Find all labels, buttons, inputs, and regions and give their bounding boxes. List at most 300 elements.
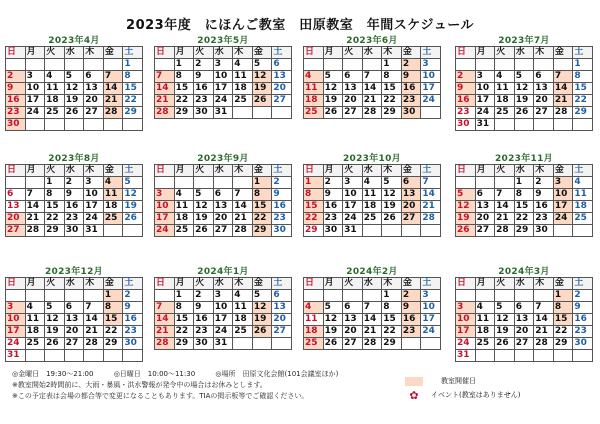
page-title: 2023年度 にほんご教室 田原教室 年間スケジュール (126, 18, 474, 33)
day-cell: 24 (155, 225, 175, 237)
day-cell: 19 (495, 326, 515, 338)
day-cell: 24 (421, 95, 441, 107)
day-cell: 25 (233, 326, 253, 338)
weekday-label: 火 (45, 278, 65, 290)
empty-cell (421, 225, 441, 237)
week-row (456, 95, 593, 107)
day-cell: 31 (84, 225, 104, 237)
weekday-label: 火 (495, 165, 515, 177)
empty-cell (456, 177, 476, 189)
empty-cell (252, 107, 272, 119)
weekday-header (304, 47, 441, 59)
day-cell: 6 (6, 189, 26, 201)
day-cell: 31 (6, 350, 26, 362)
day-cell: 30 (456, 119, 476, 131)
day-cell: 3 (343, 177, 363, 189)
day-cell: 13 (213, 201, 233, 213)
day-cell: 13 (6, 201, 26, 213)
day-cell: 16 (323, 201, 343, 213)
day-cell: 28 (362, 338, 382, 350)
day-cell: 1 (174, 290, 194, 302)
day-cell: 13 (514, 314, 534, 326)
day-cell: 10 (6, 314, 26, 326)
day-cell: 18 (233, 314, 253, 326)
weekday-header (456, 47, 593, 59)
day-cell: 28 (155, 338, 175, 350)
day-cell: 16 (401, 314, 421, 326)
weekday-label: 火 (45, 47, 65, 59)
day-cell: 28 (553, 107, 573, 119)
month-label: 2023年7月 (498, 36, 550, 46)
weekday-header (304, 278, 441, 290)
day-cell: 25 (362, 213, 382, 225)
weekday-label: 金 (103, 278, 123, 290)
empty-cell (123, 350, 143, 362)
empty-cell (194, 177, 214, 189)
day-cell: 11 (233, 302, 253, 314)
day-cell: 11 (475, 314, 495, 326)
day-cell: 20 (84, 95, 104, 107)
day-cell: 7 (495, 189, 515, 201)
empty-cell (45, 119, 65, 131)
week-row (456, 225, 593, 237)
day-cell: 23 (272, 213, 292, 225)
day-cell: 16 (194, 314, 214, 326)
month-table (154, 277, 292, 350)
day-cell: 11 (174, 201, 194, 213)
day-cell: 26 (382, 213, 402, 225)
day-cell: 31 (456, 350, 476, 362)
day-cell: 27 (343, 107, 363, 119)
week-row (155, 213, 292, 225)
week-row (6, 177, 143, 189)
day-cell: 15 (174, 83, 194, 95)
day-cell: 25 (25, 338, 45, 350)
day-cell: 28 (421, 213, 441, 225)
day-cell: 12 (456, 201, 476, 213)
week-row (155, 189, 292, 201)
weekday-label: 木 (534, 47, 554, 59)
day-cell: 11 (45, 83, 65, 95)
weekday-label: 木 (382, 165, 402, 177)
weekday-label: 月 (323, 165, 343, 177)
empty-cell (6, 177, 26, 189)
day-cell: 23 (323, 213, 343, 225)
day-cell: 5 (252, 290, 272, 302)
day-cell: 9 (456, 83, 476, 95)
day-cell: 8 (304, 189, 324, 201)
week-row (456, 107, 593, 119)
weekday-header (456, 278, 593, 290)
empty-cell (123, 119, 143, 131)
weekday-label: 日 (6, 165, 26, 177)
day-cell: 26 (252, 95, 272, 107)
week-row (304, 302, 441, 314)
empty-cell (573, 350, 593, 362)
day-cell: 10 (213, 302, 233, 314)
empty-cell (553, 59, 573, 71)
day-cell: 17 (553, 201, 573, 213)
week-row (456, 326, 593, 338)
day-cell: 30 (123, 338, 143, 350)
day-cell: 29 (123, 107, 143, 119)
month-calendar (5, 154, 143, 237)
week-row (155, 95, 292, 107)
day-cell: 24 (456, 338, 476, 350)
week-row (304, 71, 441, 83)
empty-cell (174, 177, 194, 189)
month-table (5, 46, 143, 131)
day-cell: 3 (421, 59, 441, 71)
month-label: 2023年5月 (197, 36, 249, 46)
day-cell: 20 (401, 201, 421, 213)
empty-cell (45, 350, 65, 362)
empty-cell (25, 350, 45, 362)
day-cell: 18 (233, 83, 253, 95)
day-cell: 17 (421, 83, 441, 95)
day-cell: 30 (194, 107, 214, 119)
empty-cell (456, 290, 476, 302)
day-cell: 4 (304, 302, 324, 314)
day-cell: 5 (514, 71, 534, 83)
day-cell: 22 (174, 326, 194, 338)
day-cell: 4 (362, 177, 382, 189)
day-cell: 20 (475, 213, 495, 225)
day-cell: 25 (495, 107, 515, 119)
day-cell: 27 (6, 225, 26, 237)
day-cell: 15 (573, 83, 593, 95)
day-cell: 2 (194, 59, 214, 71)
day-cell: 11 (573, 189, 593, 201)
legend (405, 374, 520, 402)
weekday-label: 金 (252, 278, 272, 290)
day-cell: 6 (343, 71, 363, 83)
weekday-label: 日 (6, 278, 26, 290)
weekday-label: 土 (123, 47, 143, 59)
day-cell: 12 (514, 83, 534, 95)
day-cell: 5 (123, 177, 143, 189)
day-cell: 20 (534, 95, 554, 107)
day-cell: 2 (64, 177, 84, 189)
day-cell: 4 (573, 177, 593, 189)
day-cell: 11 (362, 189, 382, 201)
day-cell: 1 (174, 59, 194, 71)
weekday-header (456, 165, 593, 177)
day-cell: 5 (45, 302, 65, 314)
day-cell: 17 (343, 201, 363, 213)
weekday-label: 土 (123, 278, 143, 290)
day-cell: 8 (45, 189, 65, 201)
day-cell: 27 (514, 338, 534, 350)
day-cell: 7 (103, 71, 123, 83)
day-cell: 30 (534, 225, 554, 237)
day-cell: 5 (495, 302, 515, 314)
day-cell: 18 (304, 95, 324, 107)
day-cell: 28 (534, 338, 554, 350)
empty-cell (362, 290, 382, 302)
empty-cell (64, 290, 84, 302)
day-cell: 26 (495, 338, 515, 350)
weekday-label: 木 (84, 47, 104, 59)
day-cell: 16 (194, 83, 214, 95)
day-cell: 24 (553, 213, 573, 225)
week-row (304, 225, 441, 237)
day-cell: 30 (323, 225, 343, 237)
day-cell: 21 (421, 201, 441, 213)
day-cell: 21 (103, 95, 123, 107)
legend-event-label: イベント(教室はありません) (431, 390, 521, 399)
weekday-label: 日 (456, 47, 476, 59)
friday-time: ◎金曜日 19:30～21:00 (12, 370, 94, 378)
day-cell: 7 (534, 302, 554, 314)
empty-cell (45, 59, 65, 71)
day-cell: 19 (323, 95, 343, 107)
day-cell: 12 (323, 83, 343, 95)
day-cell: 12 (252, 302, 272, 314)
empty-cell (514, 350, 534, 362)
day-cell: 7 (421, 177, 441, 189)
weather-note: ※教室開始2時間前に、大雨・暴風・洪水警報が発令中の場合はお休みとします。 (12, 381, 267, 389)
day-cell: 10 (25, 83, 45, 95)
day-cell: 23 (6, 107, 26, 119)
day-cell: 4 (174, 189, 194, 201)
weekday-label: 日 (155, 165, 175, 177)
day-cell: 20 (213, 213, 233, 225)
week-row (304, 314, 441, 326)
day-cell: 16 (64, 201, 84, 213)
week-row (155, 59, 292, 71)
day-cell: 8 (382, 302, 402, 314)
empty-cell (401, 225, 421, 237)
day-cell: 21 (84, 326, 104, 338)
week-row (155, 83, 292, 95)
day-cell: 2 (123, 290, 143, 302)
day-cell: 28 (155, 107, 175, 119)
day-cell: 18 (362, 201, 382, 213)
day-cell: 6 (514, 302, 534, 314)
day-cell: 30 (6, 119, 26, 131)
day-cell: 14 (495, 201, 515, 213)
day-cell: 12 (382, 189, 402, 201)
week-row (304, 59, 441, 71)
day-cell: 16 (401, 83, 421, 95)
day-cell: 23 (123, 326, 143, 338)
day-cell: 30 (64, 225, 84, 237)
empty-cell (475, 350, 495, 362)
day-cell: 11 (103, 189, 123, 201)
week-row (155, 201, 292, 213)
day-cell: 14 (155, 83, 175, 95)
empty-cell (534, 119, 554, 131)
day-cell: 14 (25, 201, 45, 213)
day-cell: 19 (456, 213, 476, 225)
day-cell: 8 (103, 302, 123, 314)
day-cell: 14 (103, 83, 123, 95)
month-label: 2023年11月 (495, 154, 553, 164)
weekday-label: 金 (252, 47, 272, 59)
day-cell: 8 (252, 189, 272, 201)
empty-cell (495, 177, 515, 189)
week-row (304, 201, 441, 213)
empty-cell (573, 119, 593, 131)
day-cell: 23 (534, 213, 554, 225)
day-cell: 18 (25, 326, 45, 338)
weekday-label: 火 (194, 47, 214, 59)
weekday-header (155, 47, 292, 59)
weekday-label: 土 (421, 47, 441, 59)
month-calendar (154, 154, 292, 237)
week-row (6, 225, 143, 237)
month-label: 2023年10月 (343, 154, 401, 164)
week-row (155, 326, 292, 338)
day-cell: 24 (84, 213, 104, 225)
day-cell: 13 (272, 302, 292, 314)
day-cell: 29 (304, 225, 324, 237)
month-table (303, 46, 441, 119)
day-cell: 29 (382, 107, 402, 119)
empty-cell (103, 119, 123, 131)
weekday-label: 火 (194, 278, 214, 290)
empty-cell (103, 59, 123, 71)
week-row (456, 71, 593, 83)
weekday-label: 金 (103, 47, 123, 59)
day-cell: 22 (514, 213, 534, 225)
day-cell: 28 (233, 225, 253, 237)
day-cell: 10 (421, 71, 441, 83)
day-cell: 3 (213, 290, 233, 302)
schedule-times (12, 369, 356, 380)
day-cell: 25 (304, 338, 324, 350)
empty-cell (534, 59, 554, 71)
day-cell: 28 (495, 225, 515, 237)
day-cell: 13 (272, 71, 292, 83)
week-row (304, 83, 441, 95)
weekday-label: 土 (421, 278, 441, 290)
weekday-header (155, 278, 292, 290)
week-row (304, 177, 441, 189)
day-cell: 17 (475, 95, 495, 107)
day-cell: 22 (304, 213, 324, 225)
week-row (155, 225, 292, 237)
day-cell: 15 (252, 201, 272, 213)
day-cell: 14 (233, 201, 253, 213)
empty-cell (475, 290, 495, 302)
month-table (5, 277, 143, 362)
empty-cell (103, 350, 123, 362)
day-cell: 12 (64, 83, 84, 95)
week-row (456, 338, 593, 350)
day-cell: 7 (233, 189, 253, 201)
day-cell: 10 (475, 83, 495, 95)
week-row (6, 71, 143, 83)
weekday-label: 火 (343, 165, 363, 177)
weekday-label: 月 (323, 278, 343, 290)
week-row (456, 59, 593, 71)
empty-cell (495, 119, 515, 131)
day-cell: 26 (123, 213, 143, 225)
empty-cell (45, 290, 65, 302)
day-cell: 4 (495, 71, 515, 83)
month-label: 2024年3月 (498, 267, 550, 277)
month-calendar (5, 267, 143, 362)
day-cell: 16 (573, 314, 593, 326)
day-cell: 6 (84, 71, 104, 83)
month-table (154, 164, 292, 237)
day-cell: 18 (573, 201, 593, 213)
weekday-label: 月 (475, 278, 495, 290)
day-cell: 26 (64, 107, 84, 119)
day-cell: 23 (456, 107, 476, 119)
day-cell: 1 (252, 177, 272, 189)
day-cell: 17 (84, 201, 104, 213)
week-row (155, 314, 292, 326)
day-cell: 2 (401, 59, 421, 71)
day-cell: 4 (475, 302, 495, 314)
day-cell: 23 (401, 326, 421, 338)
weekday-label: 木 (534, 165, 554, 177)
day-cell: 14 (84, 314, 104, 326)
day-cell: 15 (514, 201, 534, 213)
weekday-label: 金 (401, 278, 421, 290)
day-cell: 19 (194, 213, 214, 225)
day-cell: 30 (573, 338, 593, 350)
empty-cell (553, 225, 573, 237)
week-row (155, 71, 292, 83)
day-cell: 21 (534, 326, 554, 338)
weekday-label: 日 (304, 47, 324, 59)
month-calendar (303, 36, 441, 119)
weekday-label: 月 (475, 165, 495, 177)
day-cell: 10 (421, 302, 441, 314)
weekday-label: 日 (456, 165, 476, 177)
empty-cell (362, 59, 382, 71)
day-cell: 13 (534, 83, 554, 95)
empty-cell (252, 338, 272, 350)
day-cell: 9 (194, 302, 214, 314)
week-row (155, 338, 292, 350)
change-note: ※この予定表は会場の都合等で変更になることもあります。TIAの掲示板等でご確認ください。 (12, 392, 309, 400)
empty-cell (456, 59, 476, 71)
day-cell: 11 (495, 83, 515, 95)
month-table (154, 46, 292, 119)
day-cell: 8 (514, 189, 534, 201)
weekday-label: 水 (514, 47, 534, 59)
weekday-label: 日 (155, 47, 175, 59)
day-cell: 7 (155, 71, 175, 83)
day-cell: 5 (323, 302, 343, 314)
weekday-label: 日 (304, 278, 324, 290)
day-cell: 25 (103, 213, 123, 225)
day-cell: 17 (25, 95, 45, 107)
month-calendar (455, 36, 593, 131)
week-row (6, 338, 143, 350)
day-cell: 4 (233, 59, 253, 71)
weekday-label: 火 (495, 278, 515, 290)
day-cell: 5 (64, 71, 84, 83)
weekday-label: 水 (64, 278, 84, 290)
day-cell: 10 (213, 71, 233, 83)
day-cell: 4 (304, 71, 324, 83)
day-cell: 3 (6, 302, 26, 314)
day-cell: 21 (25, 213, 45, 225)
empty-cell (323, 290, 343, 302)
day-cell: 4 (45, 71, 65, 83)
weekday-label: 水 (362, 165, 382, 177)
weekday-label: 月 (25, 278, 45, 290)
day-cell: 19 (64, 95, 84, 107)
day-cell: 21 (362, 95, 382, 107)
empty-cell (495, 290, 515, 302)
